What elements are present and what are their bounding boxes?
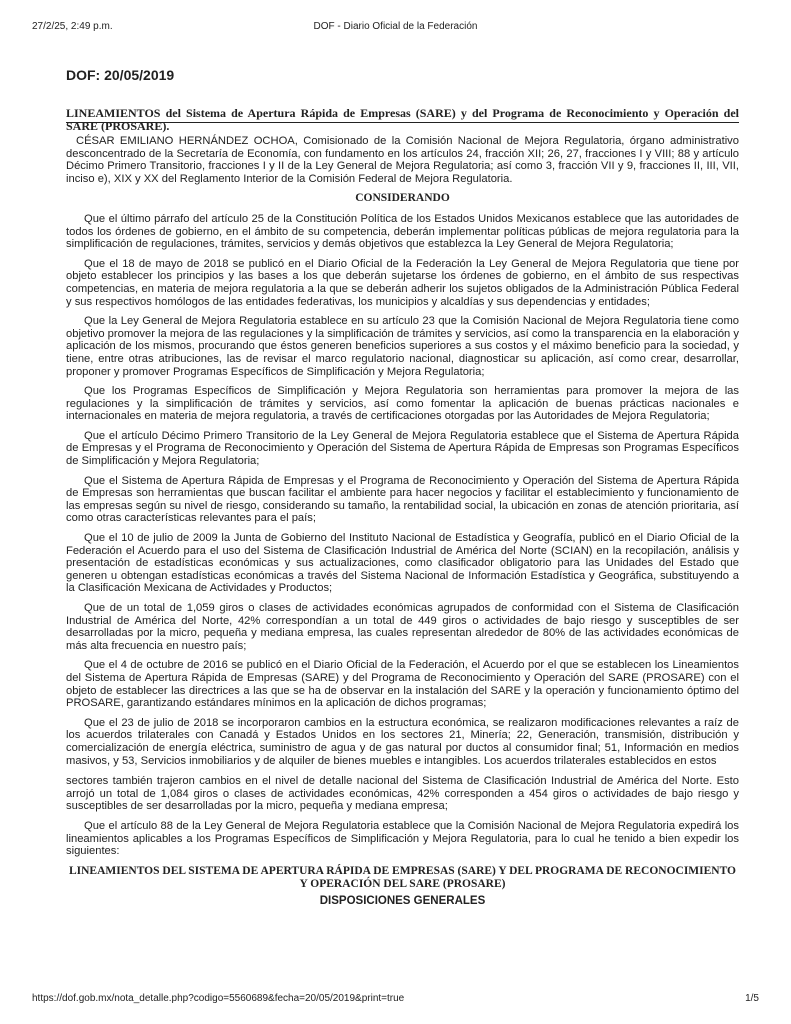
paragraph: Que el 4 de octubre de 2016 se publicó en el Diario Oficial de la Federación, el Acuerdo por el que se establecen los Lineamientos del Sistema de Apertura Rápida de Empresas (SARE) y del Programa de Reconocimiento y Operación del SARE (PROSARE) con el objeto de establecer las directrices a las que se ha de observar en la instalación del SARE y la operación y funcionamiento óptimo del PROSARE, garantizando estándares mínimos en la aplicación de dichos programas; [66, 659, 739, 710]
paragraph: Que de un total de 1,059 giros o clases de actividades económicas agrupados de conformidad con el Sistema de Clasificación Industrial de América del Norte, 42% correspondían a un total de 449 giros o actividades de bajo riesgo y susceptibles de ser desarrolladas por la micro, pequeña y mediana empresa, las cuales representan alrededor de 80% de las actividades económicas de más alta frecuencia en nuestro país; [66, 602, 739, 652]
print-footer [32, 993, 759, 1007]
page-number: 1/5 [745, 993, 759, 1004]
document-body [66, 135, 739, 907]
paragraph: Que el 23 de julio de 2018 se incorporaron cambios en la estructura económica, se realizaron modificaciones relevantes a raíz de los acuerdos trilaterales con Canadá y Estados Unidos en los sectores 21, Minería; 22, Generación, transmisión, distribución y comercialización de energía eléctrica, suministro de agua y de gas natural por ductos al consumidor final; 51, Información en medios masivos, y 53, Servicios inmobiliarios y de alquiler de bienes muebles e intangibles. Los acuerdos trilaterales establecidos en estos [66, 716, 739, 767]
paragraph: Que la Ley General de Mejora Regulatoria establece en su artículo 23 que la Comisión Nacional de Mejora Regulatoria tiene como objetivo promover la mejora de las regulaciones y la simplificación de trámites y servicios, así como la transparencia en la elaboración y aplicación de los mismos, procurando que éstos generen beneficios superiores a sus costos y el máximo beneficio para la sociedad, y tiene, entre otras atribuciones, las de revisar el marco regulatorio nacional, diagnosticar su aplicación, así como crear, desarrollar, proponer y promover Programas Específicos de Simplificación y Mejora Regulatoria; [66, 315, 739, 378]
lineamientos-heading: LINEAMIENTOS DEL SISTEMA DE APERTURA RÁPIDA DE EMPRESAS (SARE) Y DEL PROGRAMA DE RECONOCIMIENTO Y OPERACIÓN DEL SARE (PROSARE) [68, 864, 737, 890]
page-url: https://dof.gob.mx/nota_detalle.php?codigo=5560689&fecha=20/05/2019&print=true [32, 993, 405, 1004]
publication-date-heading: DOF: 20/05/2019 [66, 67, 175, 83]
paragraph: Que los Programas Específicos de Simplificación y Mejora Regulatoria son herramientas para promover la mejora de las regulaciones y la simplificación de trámites y servicios, así como fomentar la aplicación de buenas prácticas nacionales e internacionales en materia de mejora regulatoria, a través de certificaciones otorgadas por las Autoridades de Mejora Regulatoria; [66, 385, 739, 423]
paragraph-continuation: sectores también trajeron cambios en el nivel de detalle nacional del Sistema de Clasificación Industrial de América del Norte. Esto arrojó un total de 1,084 giros o clases de actividades económicas, 42% corresponden a 454 giros o actividades de bajo riesgo y susceptibles de ser desarrolladas por la micro, pequeña y mediana empresa; [66, 775, 739, 813]
paragraph: Que el artículo 88 de la Ley General de Mejora Regulatoria establece que la Comisión Nacional de Mejora Regulatoria expedirá los lineamientos aplicables a los Programas Específicos de Simplificación y Mejora Regulatoria, para lo cual he tenido a bien expedir los siguientes: [66, 819, 739, 858]
paragraph: Que el último párrafo del artículo 25 de la Constitución Política de los Estados Unidos Mexicanos establece que las autoridades de todos los órdenes de gobierno, en el ámbito de su competencia, deberán implementar políticas públicas de mejora regulatoria para la simplificación de regulaciones, trámites, servicios y demás objetivos que establezca la Ley General de Mejora Regulatoria; [66, 212, 739, 251]
paragraph: Que el 18 de mayo de 2018 se publicó en el Diario Oficial de la Federación la Ley General de Mejora Regulatoria que tiene por objeto establecer los principios y las bases a los que deberán sujetarse los órdenes de gobierno, en el ámbito de sus respectivas competencias, en materia de mejora regulatoria a la que se deberán adherir los sujetos obligados de la Administración Pública Federal y sus respectivos homólogos de las entidades federativas, los municipios y alcaldías y sus dependencias y entidades; [66, 257, 739, 308]
document-title: LINEAMIENTOS del Sistema de Apertura Rápida de Empresas (SARE) y del Programa de Reconocimiento y Operación del SARE (PROSARE). [66, 106, 739, 133]
paragraph: Que el artículo Décimo Primero Transitorio de la Ley General de Mejora Regulatoria establece que el Sistema de Apertura Rápida de Empresas y el Programa de Reconocimiento y Operación del Sistema de Apertura Rápida de Empresas son Programas Específicos de Simplificación y Mejora Regulatoria; [66, 429, 739, 468]
print-timestamp: 27/2/25, 2:49 p.m. [32, 21, 113, 32]
print-header [32, 21, 759, 35]
disposiciones-generales-heading: DISPOSICIONES GENERALES [319, 894, 486, 907]
title-divider [66, 122, 739, 123]
considerando-heading: CONSIDERANDO [355, 192, 450, 205]
paragraph: Que el Sistema de Apertura Rápida de Empresas y el Programa de Reconocimiento y Operación del Sistema de Apertura Rápida de Empresas son herramientas que buscan facilitar el ambiente para hacer negocios y facilitar el establecimiento y funcionamiento de las empresas según su nivel de riesgo, considerando su tamaño, la rentabilidad social, la ubicación en zonas de atención prioritaria, así como otras características relevantes para el país; [66, 474, 739, 525]
print-page-title: DOF - Diario Oficial de la Federación [313, 21, 478, 32]
paragraph: Que el 10 de julio de 2009 la Junta de Gobierno del Instituto Nacional de Estadística y Geografía, publicó en el Diario Oficial de la Federación el Acuerdo para el uso del Sistema de Clasificación Industrial de América del Norte (SCIAN) en la recopilación, análisis y presentación de estadísticas económicas y sus actualizaciones, como clasificador obligatorio para las Unidades del Estado que generen u obtengan estadísticas económicas a través del Sistema Nacional de Información Estadística y Geográfica, substituyendo a la Clasificación Mexicana de Actividades y Productos; [66, 532, 739, 595]
intro-paragraph: CÉSAR EMILIANO HERNÁNDEZ OCHOA, Comisionado de la Comisión Nacional de Mejora Regulatoria, órgano administrativo desconcentrado de la Secretaría de Economía, con fundamento en los artículos 24, fracción XII; 26, 27, fracciones I y VIII; 88 y artículo Décimo Primero Transitorio, fracciones I y II de la Ley General de Mejora Regulatoria; así como 3, fracción VII y 9, fracciones II, III, VII, inciso e), XIX y XX del Reglamento Interior de la Comisión Federal de Mejora Regulatoria. [66, 135, 739, 185]
